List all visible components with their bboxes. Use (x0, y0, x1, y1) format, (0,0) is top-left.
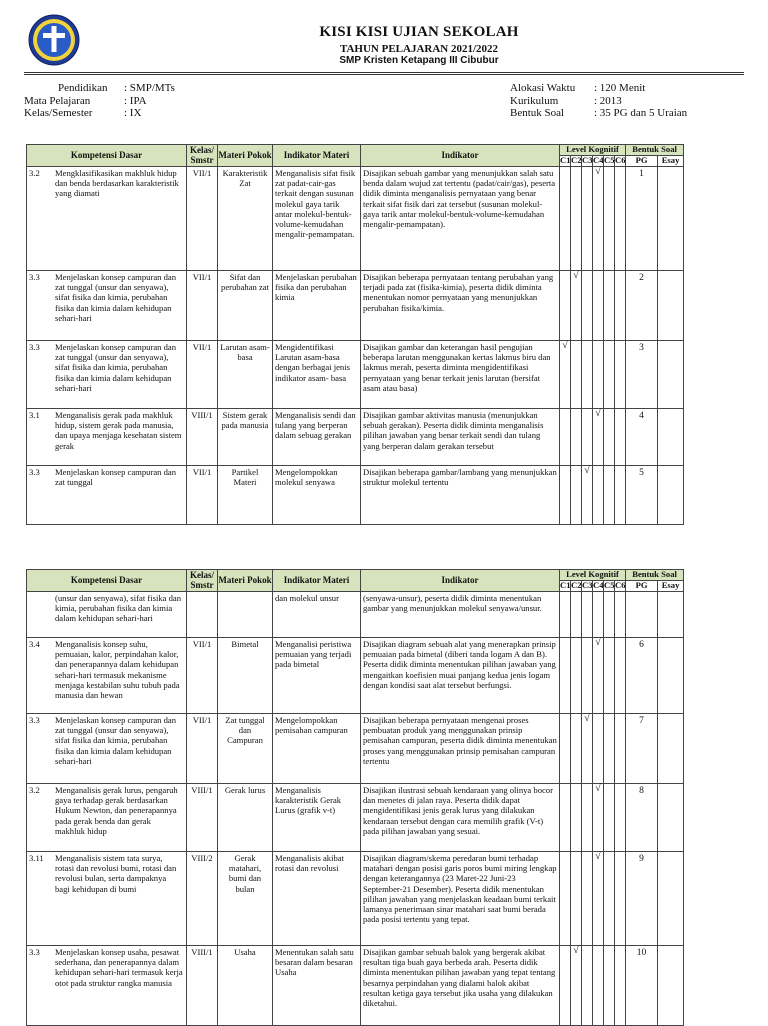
indikator-cell: Disajikan ilustrasi sebuah kendaraan yang olinya bocor dan menetes di jalan raya. Peserta didik dapat mengidentifikasi jenis gerak lurus yang dilakukan kendaraan tersebut dengan cara memilih grafik (V-t) pada pilihan jawaban yang sesuai. (361, 784, 560, 852)
col-level-c1: C1 (560, 580, 571, 591)
meta-left-label: Pendidikan (58, 82, 108, 94)
level-c1-cell (560, 946, 571, 1026)
level-c4-cell (593, 784, 604, 852)
materi-cell: Usaha (218, 946, 273, 1026)
indikator-materi-cell: Menganalisi peristiwa pemuaian yang terjadi pada bimetal (273, 638, 361, 714)
meta-right-row (510, 82, 687, 95)
level-c2-cell (571, 409, 582, 466)
indikator-materi-cell: Menganalisis sifat fisik zat padat-cair-gas terkait dengan susunan molekul gaya tarik antar molekul-bentuk-volume-kemudahan mengalir-pemampatan. (273, 167, 361, 271)
level-c1-cell (560, 592, 571, 638)
header-row (27, 145, 684, 156)
indikator-materi-cell: Menjelaskan perubahan fisika dan perubahan kimia (273, 271, 361, 341)
kelas-cell: VIII/1 (187, 946, 218, 1026)
pg-number-cell: 3 (626, 341, 658, 409)
kelas-cell: VII/1 (187, 167, 218, 271)
level-c6-cell (615, 409, 626, 466)
indikator-materi-cell: Menganalisis akibat rotasi dan revolusi (273, 852, 361, 946)
kd-text: Menjelaskan konsep campuran dan zat tunggal (55, 467, 176, 488)
kd-number: 3.3 (29, 342, 40, 352)
kd-text: Menganalisis sistem tata surya, rotasi dan revolusi bumi, rotasi dan revolusi bulan, serta dampaknya bagi kehidupan di bumi (55, 853, 177, 894)
table-row (27, 852, 684, 946)
level-c3-cell (582, 638, 593, 714)
level-c5-cell (604, 852, 615, 946)
level-c6-cell (615, 714, 626, 784)
kompetensi-dasar-cell (27, 784, 187, 852)
level-c3-cell (582, 852, 593, 946)
kelas-cell: VII/1 (187, 341, 218, 409)
level-c6-cell (615, 784, 626, 852)
kd-number: 3.3 (29, 715, 40, 725)
col-bentuk-soal: Bentuk Soal (626, 570, 684, 581)
kompetensi-dasar-cell (27, 341, 187, 409)
indikator-cell: Disajikan gambar sebuah balok yang bergerak akibat resultan tiga buah gaya berbeda arah. Peserta didik diminta menentukan pilihan jawaban yang tepat tentang besarnya perpindahan yang dialami balok akibat resultan ketiga gaya tersebut jika usaha yang dilakukan diketahui. (361, 946, 560, 1026)
indikator-materi-cell: Mengelompokkan molekul senyawa (273, 466, 361, 525)
kompetensi-dasar-cell (27, 271, 187, 341)
meta-left-value: : IX (124, 107, 142, 119)
esay-cell (658, 638, 684, 714)
kd-number: 3.2 (29, 785, 40, 795)
col-level-c5: C5 (604, 155, 615, 166)
indikator-cell: Disajikan gambar dan keterangan hasil pengujian beberapa larutan menggunakan kertas lakmus biru dan lakmus merah, peserta diminta mengidentifikasi pernyataan yang benar terkait jenis larutan (bersifat asam atau basa) (361, 341, 560, 409)
kd-number: 3.11 (29, 853, 44, 863)
esay-cell (658, 271, 684, 341)
meta-right-value: : 120 Menit (594, 82, 646, 94)
pg-number-cell: 7 (626, 714, 658, 784)
indikator-materi-cell: Menganalisis sendi dan tulang yang berperan dalam sebuag gerakan (273, 409, 361, 466)
kompetensi-dasar-cell (27, 638, 187, 714)
kd-text: Menjelaskan konsep campuran dan zat tunggal (unsur dan senyawa), sifat fisika dan kimia, perubahan fisika dan kimia dalam kehidupan sehari-hari (55, 272, 176, 323)
pg-number-cell: 8 (626, 784, 658, 852)
col-level-c2: C2 (571, 155, 582, 166)
kd-number: 3.3 (29, 947, 40, 957)
check-mark-icon: √ (573, 270, 579, 281)
indikator-materi-cell: Menentukan salah satu besaran dalam besaran Usaha (273, 946, 361, 1026)
kompetensi-dasar-cell (27, 592, 187, 638)
col-level-c4: C4 (593, 580, 604, 591)
col-indikator-materi: Indikator Materi (273, 145, 361, 167)
level-c1-cell (560, 466, 571, 525)
check-mark-icon: √ (595, 851, 601, 862)
level-c5-cell (604, 271, 615, 341)
header-divider (24, 72, 744, 73)
kelas-cell: VII/1 (187, 466, 218, 525)
meta-left-value: : SMP/MTs (124, 82, 175, 94)
meta-right-label: Alokasi Waktu (510, 82, 576, 94)
level-c5-cell (604, 946, 615, 1026)
kompetensi-dasar-cell (27, 466, 187, 525)
header-divider-2 (24, 74, 744, 75)
kisi-table-2 (26, 569, 684, 1026)
level-c3-cell (582, 946, 593, 1026)
table-row (27, 946, 684, 1026)
level-c6-cell (615, 638, 626, 714)
level-c2-cell (571, 271, 582, 341)
level-c6-cell (615, 167, 626, 271)
level-c4-cell (593, 409, 604, 466)
kelas-cell: VIII/1 (187, 409, 218, 466)
document-title: KISI KISI UJIAN SEKOLAH (319, 24, 519, 40)
meta-left-value: : IPA (124, 94, 147, 107)
indikator-cell: Disajikan gambar aktivitas manusia (menunjukkan sebuah gerakan). Peserta didik diminta menganalisis pilihan jawaban yang benar terkait sendi dan tulang yang berperan dalam gerakan tersebut (361, 409, 560, 466)
materi-cell (218, 592, 273, 638)
pg-number-cell: 10 (626, 946, 658, 1026)
kompetensi-dasar-cell (27, 852, 187, 946)
level-c3-cell (582, 466, 593, 525)
level-c4-cell (593, 714, 604, 784)
level-c2-cell (571, 592, 582, 638)
kompetensi-dasar-cell (27, 714, 187, 784)
esay-cell (658, 852, 684, 946)
col-kompetensi-dasar: Kompetensi Dasar (27, 145, 187, 167)
level-c4-cell (593, 852, 604, 946)
col-level-c5: C5 (604, 580, 615, 591)
meta-right-value: : 35 PG dan 5 Uraian (594, 107, 688, 119)
kd-text: Menganalisis gerak pada makhluk hidup, sistem gerak pada manusia, dan upaya menjaga kesehatan sistem gerak (55, 410, 182, 451)
check-mark-icon: √ (595, 408, 601, 419)
level-c2-cell (571, 784, 582, 852)
indikator-cell: Disajikan sebuah gambar yang menunjukkan salah satu benda dalam wujud zat tertentu (padat/cair/gas), peserta didik diminta menganalisis pernyataan yang benar terkait sifat fisik dari zat tersebut (susunan molekul-gaya tarik antar molekul-bentuk-volume-kemudahan mengalir-pemampatan). (361, 167, 560, 271)
col-level-c1: C1 (560, 155, 571, 166)
esay-cell (658, 714, 684, 784)
esay-cell (658, 466, 684, 525)
table-row (27, 784, 684, 852)
meta-right-value: : 2013 (594, 94, 622, 107)
level-c6-cell (615, 341, 626, 409)
col-level-c4: C4 (593, 155, 604, 166)
level-c1-cell (560, 167, 571, 271)
col-pg: PG (626, 581, 658, 592)
col-level-c6: C6 (615, 155, 626, 166)
col-level-c6: C6 (615, 580, 626, 591)
col-level-kognitif: Level Kognitif (560, 145, 626, 156)
level-c4-cell (593, 271, 604, 341)
materi-cell: Sistem gerak pada manusia (218, 409, 273, 466)
meta-left-row (24, 82, 175, 95)
check-mark-icon: √ (595, 637, 601, 648)
level-c4-cell (593, 341, 604, 409)
level-c2-cell (571, 638, 582, 714)
col-esay: Esay (658, 156, 684, 167)
level-c6-cell (615, 466, 626, 525)
level-c5-cell (604, 784, 615, 852)
esay-cell (658, 946, 684, 1026)
col-level-c3: C3 (582, 155, 593, 166)
table-row (27, 638, 684, 714)
meta-left-label: Kelas/Semester (24, 107, 93, 119)
kompetensi-dasar-cell (27, 409, 187, 466)
kd-number: 3.3 (29, 467, 40, 477)
indikator-cell: Disajikan beberapa gambar/lambang yang menunjukkan struktur molekul tertentu (361, 466, 560, 525)
materi-cell: Karakteristik Zat (218, 167, 273, 271)
col-indikator: Indikator (361, 570, 560, 592)
level-c2-cell (571, 341, 582, 409)
kisi-table-1 (26, 144, 684, 525)
level-c4-cell (593, 466, 604, 525)
kelas-cell: VII/1 (187, 714, 218, 784)
meta-right-row (510, 95, 687, 108)
level-c5-cell (604, 638, 615, 714)
col-indikator: Indikator (361, 145, 560, 167)
kd-number: 3.4 (29, 639, 40, 649)
check-mark-icon: √ (584, 713, 590, 724)
level-c3-cell (582, 714, 593, 784)
indikator-cell: Disajikan beberapa pernyataan tentang perubahan yang terjadi pada zat (fisika-kimia), peserta didik diminta menentukan nomor pernyataan yang menunjukkan perubahan fisika/kimia. (361, 271, 560, 341)
col-kelas-smstr: Kelas/ Smstr (187, 570, 218, 592)
esay-cell (658, 784, 684, 852)
col-kompetensi-dasar: Kompetensi Dasar (27, 570, 187, 592)
table-row (27, 341, 684, 409)
table-row (27, 271, 684, 341)
esay-cell (658, 592, 684, 638)
meta-left-row (24, 95, 175, 108)
pg-number-cell: 4 (626, 409, 658, 466)
kd-number: 3.2 (29, 168, 40, 178)
level-c6-cell (615, 852, 626, 946)
col-kelas-smstr: Kelas/ Smstr (187, 145, 218, 167)
table-row (27, 714, 684, 784)
kelas-cell (187, 592, 218, 638)
level-c5-cell (604, 466, 615, 525)
materi-cell: Larutan asam-basa (218, 341, 273, 409)
level-c2-cell (571, 852, 582, 946)
pg-number-cell (626, 592, 658, 638)
level-c5-cell (604, 409, 615, 466)
esay-cell (658, 409, 684, 466)
col-materi-pokok: Materi Pokok (218, 570, 273, 592)
level-c1-cell (560, 271, 571, 341)
level-c6-cell (615, 946, 626, 1026)
kd-text: Menganalisis gerak lurus, pengaruh gaya terhadap gerak berdasarkan Hukum Newton, dan penerapannya pada gerak benda dan gerak makhluk hidup (55, 785, 178, 836)
col-level-c2: C2 (571, 580, 582, 591)
level-c1-cell (560, 714, 571, 784)
meta-right-label: Bentuk Soal (510, 107, 565, 119)
level-c2-cell (571, 466, 582, 525)
kompetensi-dasar-cell (27, 946, 187, 1026)
check-mark-icon: √ (562, 340, 568, 351)
level-c5-cell (604, 167, 615, 271)
materi-cell: Sifat dan perubahan zat (218, 271, 273, 341)
indikator-materi-cell: Mengidentifikasi Larutan asam-basa dengan berbagai jenis indikator asam- basa (273, 341, 361, 409)
pg-number-cell: 1 (626, 167, 658, 271)
kd-number: 3.1 (29, 410, 40, 420)
kelas-cell: VIII/1 (187, 784, 218, 852)
materi-cell: Gerak matahari, bumi dan bulan (218, 852, 273, 946)
col-bentuk-soal: Bentuk Soal (626, 145, 684, 156)
header-row (27, 570, 684, 581)
kelas-cell: VIII/2 (187, 852, 218, 946)
level-c3-cell (582, 784, 593, 852)
meta-left (24, 82, 175, 120)
esay-cell (658, 167, 684, 271)
level-c2-cell (571, 167, 582, 271)
indikator-materi-cell: dan molekul unsur (273, 592, 361, 638)
kd-text: (unsur dan senyawa), sifat fisika dan kimia, perubahan fisika dan kimia dalam kehidupan sehari-hari (55, 593, 182, 624)
kd-text: Menjelaskan konsep usaha, pesawat sederhana, dan penerapannya dalam kehidupan sehari-hari termasuk kerja otot pada struktur rangka manusia (55, 947, 183, 988)
check-mark-icon: √ (573, 945, 579, 956)
level-c4-cell (593, 167, 604, 271)
pg-number-cell: 2 (626, 271, 658, 341)
materi-cell: Zat tunggal dan Campuran (218, 714, 273, 784)
kompetensi-dasar-cell (27, 167, 187, 271)
pg-number-cell: 6 (626, 638, 658, 714)
level-c1-cell (560, 852, 571, 946)
level-c5-cell (604, 592, 615, 638)
level-c5-cell (604, 341, 615, 409)
indikator-materi-cell: Menganalisis karakteristik Gerak Lurus (grafik v-t) (273, 784, 361, 852)
level-c5-cell (604, 714, 615, 784)
materi-cell: Gerak lurus (218, 784, 273, 852)
col-esay: Esay (658, 581, 684, 592)
table-row (27, 466, 684, 525)
meta-left-label: Mata Pelajaran (24, 94, 91, 107)
meta-left-row (24, 107, 175, 120)
document-subtitle: TAHUN PELAJARAN 2021/2022 (339, 43, 499, 55)
kd-number: 3.3 (29, 272, 40, 282)
level-c1-cell (560, 409, 571, 466)
esay-cell (658, 341, 684, 409)
indikator-cell: (senyawa-unsur), peserta didik diminta menentukan gambar yang menunjukkan molekul senyawa/unsur. (361, 592, 560, 638)
indikator-cell: Disajikan diagram sebuah alat yang menerapkan prinsip pemuaian pada bimetal (diberi tanda logam A dan B). Peserta didik diminta menentukan pilihan jawaban yang mengaitkan koefisien muai panjang kedua jenis logam dengan kondisi saat alat tersebut berfungsi. (361, 638, 560, 714)
table-row (27, 167, 684, 271)
level-c1-cell (560, 341, 571, 409)
kd-text: Menjelaskan konsep campuran dan zat tunggal (unsur dan senyawa), sifat fisika dan kimia, perubahan fisika dan kimia dalam kehidupan sehari-hari (55, 715, 176, 766)
level-c3-cell (582, 271, 593, 341)
col-level-kognitif: Level Kognitif (560, 570, 626, 581)
document-header (0, 10, 768, 72)
table-row (27, 409, 684, 466)
indikator-materi-cell: Mengelompokkan pemisahan campuran (273, 714, 361, 784)
level-c3-cell (582, 592, 593, 638)
materi-cell: Partikel Materi (218, 466, 273, 525)
kelas-cell: VII/1 (187, 638, 218, 714)
level-c3-cell (582, 341, 593, 409)
check-mark-icon: √ (595, 166, 601, 177)
pg-number-cell: 5 (626, 466, 658, 525)
indikator-cell: Disajikan beberapa pernyataan mengenai proses pembuatan produk yang menggunakan prinsip pemisahan campuran, peserta didik diminta menentukan proses yang menggunakan prinsip pemisahan campuran tertentu (361, 714, 560, 784)
level-c4-cell (593, 946, 604, 1026)
kd-text: Mengklasifikasikan makhluk hidup dan benda berdasarkan karakteristik yang diamati (55, 168, 179, 199)
table-row (27, 592, 684, 638)
level-c4-cell (593, 592, 604, 638)
meta-right-row (510, 107, 687, 120)
level-c4-cell (593, 638, 604, 714)
materi-cell: Bimetal (218, 638, 273, 714)
level-c2-cell (571, 714, 582, 784)
col-materi-pokok: Materi Pokok (218, 145, 273, 167)
col-level-c3: C3 (582, 580, 593, 591)
meta-right (510, 82, 687, 120)
kd-text: Menganalisis konsep suhu, pemuaian, kalor, perpindahan kalor, dan penerapannya dalam kehidupan sehari-hari termasuk mekanisme menjaga kestabilan suhu tubuh pada manusia dan hewan (55, 639, 180, 701)
indikator-cell: Disajikan diagram/skema peredaran bumi terhadap matahari dengan posisi garis poros bumi miring lengkap dengan keterangannya (23 Maret-22 Juni-23 September-21 Desember). Peserta didik menentukan pilihan jawaban yang menjelaskan keadaan bumi terkait lamanya penerimaan sinar matahari saat bumi berada pada posisi tertentu yang tepat. (361, 852, 560, 946)
check-mark-icon: √ (595, 783, 601, 794)
level-c6-cell (615, 271, 626, 341)
school-name: SMP Kristen Ketapang III Cibubur (339, 55, 499, 66)
kd-text: Menjelaskan konsep campuran dan zat tunggal (unsur dan senyawa), sifat fisika dan kimia, perubahan fisika dan kimia dalam kehidupan sehari-hari (55, 342, 176, 393)
check-mark-icon: √ (584, 465, 590, 476)
col-indikator-materi: Indikator Materi (273, 570, 361, 592)
level-c6-cell (615, 592, 626, 638)
level-c3-cell (582, 409, 593, 466)
pg-number-cell: 9 (626, 852, 658, 946)
level-c1-cell (560, 784, 571, 852)
col-pg: PG (626, 156, 658, 167)
level-c2-cell (571, 946, 582, 1026)
level-c1-cell (560, 638, 571, 714)
kelas-cell: VII/1 (187, 271, 218, 341)
meta-right-label: Kurikulum (510, 94, 559, 107)
level-c3-cell (582, 167, 593, 271)
